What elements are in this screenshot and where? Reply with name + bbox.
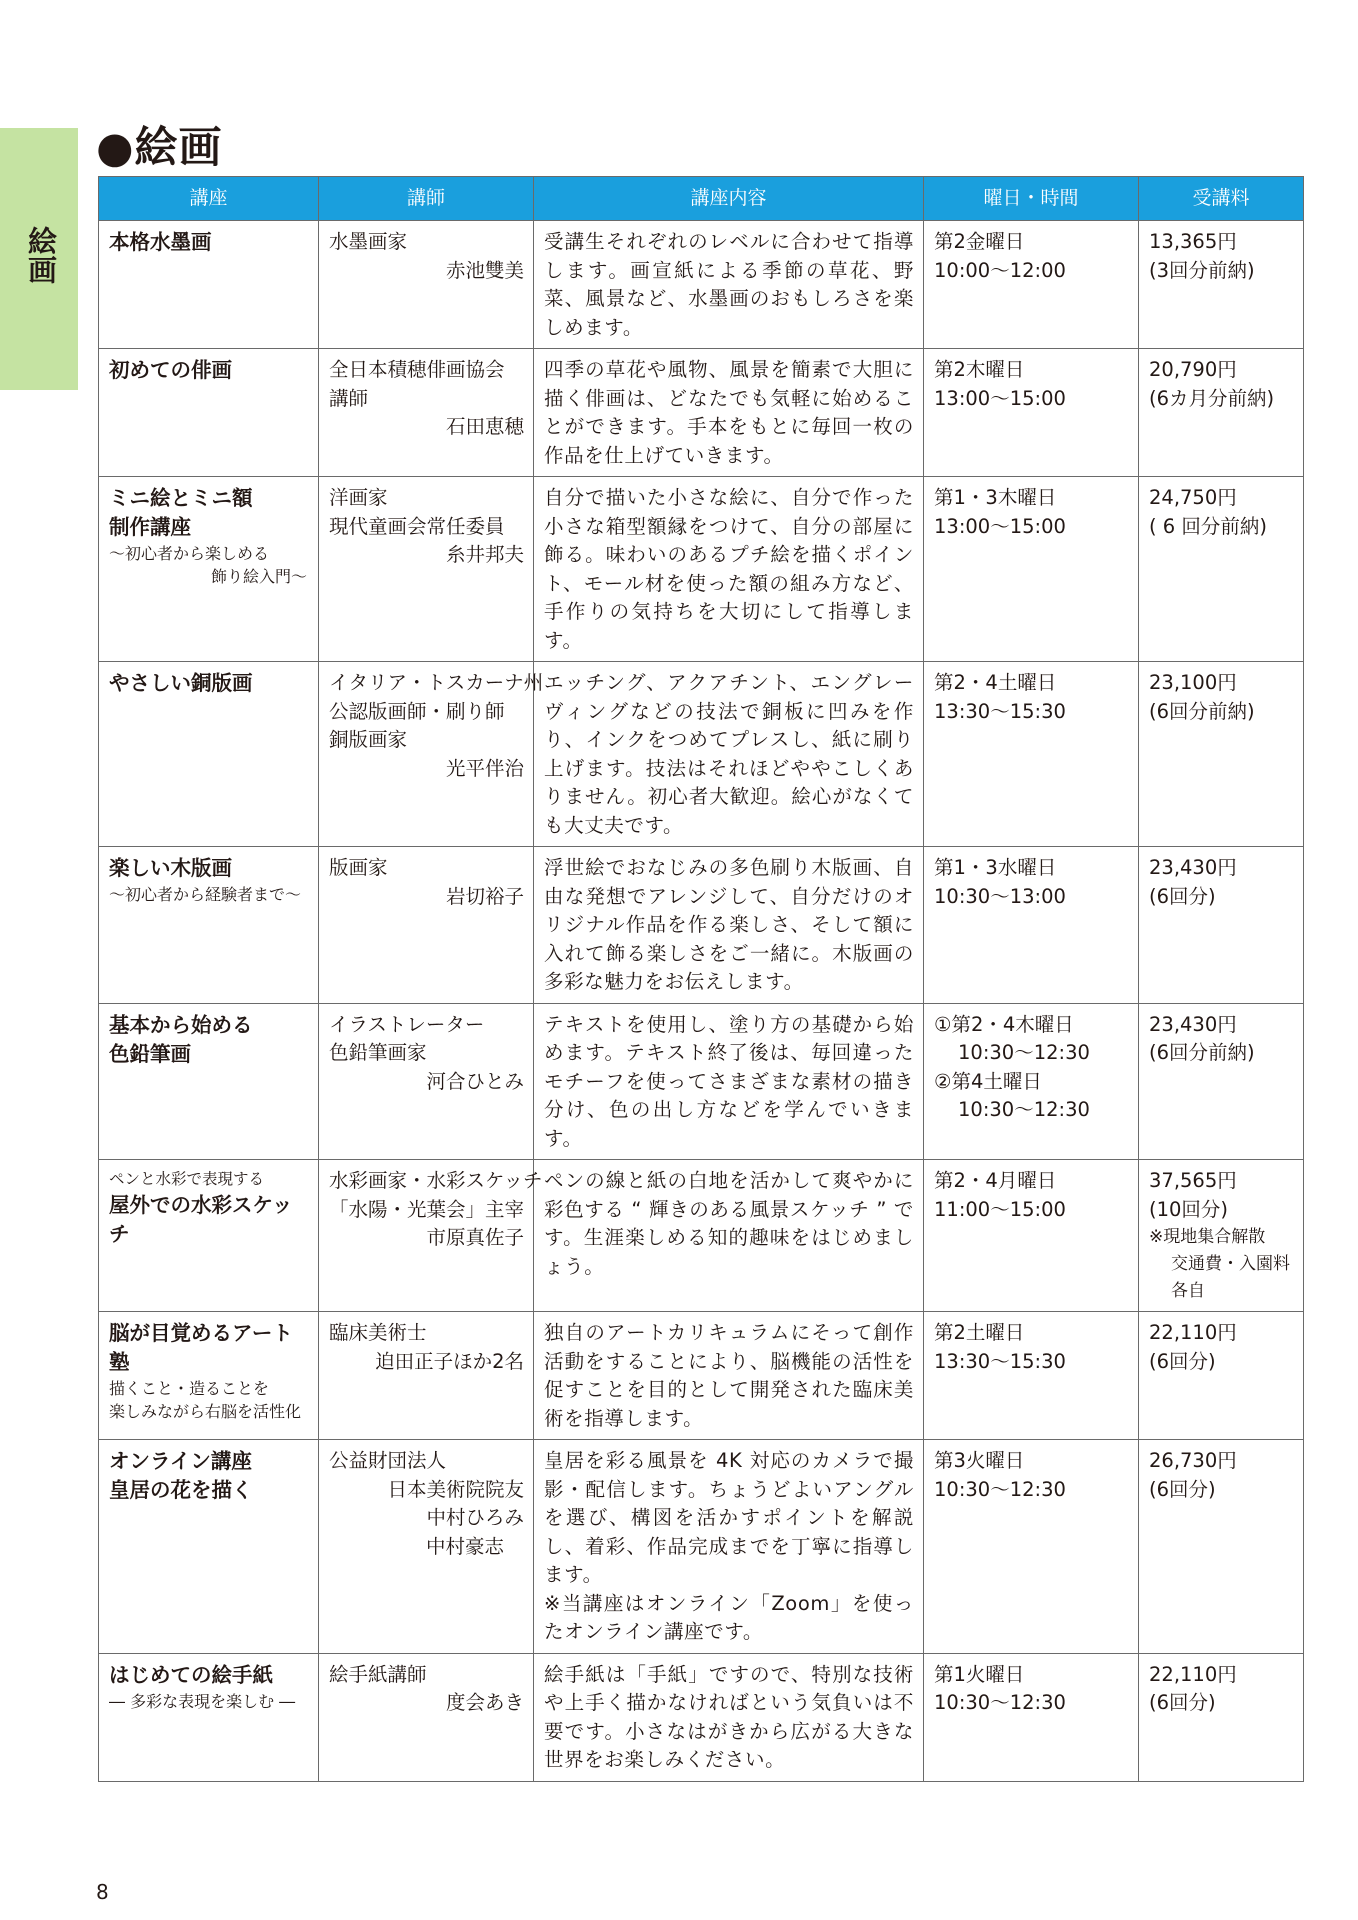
- schedule-line: 第1火曜日: [934, 1662, 1025, 1686]
- fee-cell: [1139, 477, 1304, 662]
- fee-note: (6カ月分前納): [1149, 386, 1275, 410]
- instructor-role: 公益財団法人: [329, 1449, 447, 1472]
- instructor-cell: [319, 1440, 534, 1654]
- course-description-cell: [534, 221, 924, 349]
- side-tab-label: 絵画: [24, 226, 58, 284]
- instructor-name: 度会あき: [445, 1691, 524, 1714]
- instructor-role: 講師: [329, 386, 369, 410]
- course-description-cell: [534, 1653, 924, 1781]
- course-name-cell: [99, 1312, 319, 1440]
- instructor-role: 公認版画師・刷り師: [329, 699, 505, 723]
- course-title: 本格水墨画: [109, 230, 212, 254]
- course-name-cell: [99, 662, 319, 847]
- course-table-body: [99, 221, 1304, 1782]
- instructor-name: 日本美術院院友: [387, 1477, 524, 1501]
- instructor-name: 河合ひとみ: [426, 1069, 524, 1093]
- header-course: 講座: [99, 177, 319, 221]
- course-description: 自分で描いた小さな絵に、自分で作った小さな箱型額縁をつけて、自分の部屋に飾る。味わいのあるプチ絵を描くポイント、モール材を使った額の組み方など、手作りの気持ちを大切にして指導します。: [544, 486, 914, 652]
- instructor-name: 迫田正子ほか2名: [375, 1349, 524, 1373]
- table-row: [99, 1003, 1304, 1160]
- fee-amount: 24,750円: [1149, 486, 1237, 509]
- fee-note: (6回分): [1149, 1691, 1216, 1714]
- instructor-role: 色鉛筆画家: [329, 1041, 427, 1064]
- instructor-cell: [319, 1312, 534, 1440]
- course-title: 脳が目覚めるアート塾: [109, 1321, 293, 1374]
- course-subtitle: 〜初心者から経験者まで〜: [109, 885, 302, 904]
- instructor-name: 市原真佐子: [426, 1226, 524, 1249]
- table-row: [99, 1312, 1304, 1440]
- instructor-role: 版画家: [329, 856, 388, 879]
- schedule-line: 第1・3木曜日: [934, 486, 1057, 509]
- course-subtitle: 描くこと・造ることを: [109, 1379, 270, 1398]
- course-description: 浮世絵でおなじみの多色刷り木版画、自由な発想でアレンジして、自分だけのオリジナル作品を作る楽しさ、そして額に入れて飾る楽しさをご一緒に。木版画の多彩な魅力をお伝えします。: [544, 856, 914, 993]
- course-title-prefix: ペンと水彩で表現する: [109, 1170, 265, 1188]
- course-title: 基本から始める: [109, 1012, 253, 1037]
- schedule-cell: [924, 847, 1139, 1004]
- course-title: 皇居の花を描く: [109, 1478, 253, 1502]
- course-name-cell: [99, 1003, 319, 1160]
- fee-note: (3回分前納): [1149, 258, 1255, 282]
- fee-amount: 22,110円: [1149, 1662, 1237, 1686]
- schedule-line: 第2・4土曜日: [934, 671, 1057, 694]
- fee-amount: 23,430円: [1149, 1012, 1237, 1036]
- schedule-line: 13:30〜15:30: [934, 699, 1066, 723]
- schedule-cell: [924, 221, 1139, 349]
- fee-note: (6回分): [1149, 884, 1216, 908]
- fee-note: ( 6 回分前納): [1149, 514, 1268, 538]
- section-side-tab: [0, 128, 78, 390]
- instructor-cell: [319, 1003, 534, 1160]
- instructor-cell: [319, 221, 534, 349]
- schedule-line: 第2土曜日: [934, 1321, 1025, 1344]
- course-title: オンライン講座: [109, 1449, 252, 1473]
- instructor-cell: [319, 349, 534, 477]
- course-description: 絵手紙は「手紙」ですので、特別な技術や上手く描かなければという気負いは不要です。小さなはがきから広がる大きな世界をお楽しみください。: [544, 1662, 914, 1771]
- course-name-cell: [99, 1160, 319, 1312]
- instructor-role: 水彩画家・水彩スケッチ: [329, 1169, 543, 1192]
- schedule-line: 10:30〜12:30: [934, 1477, 1066, 1501]
- instructor-name: 石田恵穂: [445, 415, 524, 438]
- course-subtitle: 飾り絵入門〜: [210, 567, 307, 586]
- instructor-role: 現代童画会常任委員: [329, 514, 505, 538]
- fee-cell: [1139, 1160, 1304, 1312]
- fee-cell: [1139, 1312, 1304, 1440]
- fee-cell: [1139, 1653, 1304, 1781]
- fee-extra-note: 交通費・入園料: [1171, 1254, 1290, 1274]
- course-description: エッチング、アクアチント、エングレーヴィングなどの技法で銅板に凹みを作り、インクをつめてプレスし、紙に刷り上げます。技法はそれほどややこしくありません。初心者大歓迎。絵心がなくても大丈夫です。: [544, 671, 914, 837]
- instructor-cell: [319, 477, 534, 662]
- schedule-line: 13:00〜15:00: [934, 386, 1066, 410]
- instructor-name: 中村ひろみ: [426, 1506, 524, 1529]
- course-description: ペンの線と紙の白地を活かして爽やかに彩色する “ 輝きのある風景スケッチ ” です。生涯楽しめる知的趣味をはじめましょう。: [544, 1169, 914, 1278]
- table-row: [99, 1440, 1304, 1654]
- schedule-line: 13:30〜15:30: [934, 1349, 1066, 1373]
- course-title: 楽しい木版画: [109, 856, 232, 880]
- course-description-cell: [534, 662, 924, 847]
- fee-note: (6回分): [1149, 1349, 1216, 1373]
- header-content: 講座内容: [534, 177, 924, 221]
- schedule-cell: [924, 349, 1139, 477]
- fee-cell: [1139, 847, 1304, 1004]
- fee-cell: [1139, 221, 1304, 349]
- schedule-cell: [924, 662, 1139, 847]
- schedule-line: 10:30〜12:30: [958, 1098, 1090, 1121]
- table-row: [99, 1160, 1304, 1312]
- course-subtitle: ― 多彩な表現を楽しむ ―: [109, 1691, 296, 1711]
- course-table: [98, 176, 1304, 1782]
- course-description: 独自のアートカリキュラムにそって創作活動をすることにより、脳機能の活性を促すことを目的として開発された臨床美術を指導します。: [544, 1321, 914, 1430]
- course-description-cell: [534, 349, 924, 477]
- instructor-cell: [319, 1653, 534, 1781]
- instructor-role: イラストレーター: [329, 1012, 485, 1036]
- fee-note: (6回分): [1149, 1477, 1216, 1501]
- fee-extra-note: ※現地集合解散: [1149, 1227, 1266, 1247]
- schedule-line: 第3火曜日: [934, 1449, 1025, 1472]
- instructor-name: 糸井邦夫: [445, 543, 524, 566]
- table-row: [99, 349, 1304, 477]
- fee-extra-note: 各自: [1171, 1281, 1205, 1301]
- instructor-role: 洋画家: [329, 486, 388, 509]
- fee-amount: 13,365円: [1149, 230, 1237, 253]
- fee-amount: 22,110円: [1149, 1321, 1237, 1344]
- course-description-note: ※当講座はオンライン「Zoom」を使ったオンライン講座です。: [544, 1591, 914, 1643]
- schedule-cell: [924, 1160, 1139, 1312]
- course-name-cell: [99, 221, 319, 349]
- course-title: 制作講座: [109, 515, 191, 539]
- course-description-cell: [534, 477, 924, 662]
- schedule-line: 10:30〜12:30: [934, 1691, 1066, 1714]
- course-title: ミニ絵とミニ額: [109, 486, 253, 510]
- table-row: [99, 477, 1304, 662]
- instructor-role: 臨床美術士: [329, 1321, 427, 1344]
- fee-note: (6回分前納): [1149, 1041, 1255, 1064]
- schedule-line: 13:00〜15:00: [934, 514, 1066, 538]
- schedule-line: 10:30〜12:30: [958, 1041, 1090, 1064]
- schedule-line: 第2金曜日: [934, 230, 1025, 253]
- instructor-role: 水墨画家: [329, 230, 408, 253]
- fee-cell: [1139, 1003, 1304, 1160]
- course-description: テキストを使用し、塗り方の基礎から始めます。テキスト終了後は、毎回違ったモチーフを使ってさまざまな素材の描き分け、色の出し方などを学んでいきます。: [544, 1012, 914, 1150]
- schedule-line: 第2木曜日: [934, 358, 1025, 381]
- fee-cell: [1139, 662, 1304, 847]
- instructor-cell: [319, 662, 544, 847]
- schedule-line: 10:30〜13:00: [934, 884, 1066, 908]
- course-title: はじめての絵手紙: [109, 1662, 273, 1687]
- table-row: [99, 662, 1304, 847]
- schedule-line: 11:00〜15:00: [934, 1197, 1066, 1221]
- schedule-line: ②第4土曜日: [934, 1069, 1042, 1093]
- schedule-line: ①第2・4木曜日: [934, 1012, 1074, 1036]
- course-description: 受講生それぞれのレベルに合わせて指導します。画宣紙による季節の草花、野菜、風景など、水墨画のおもしろさを楽しめます。: [544, 230, 914, 339]
- instructor-name: 岩切裕子: [445, 884, 524, 908]
- fee-note: (10回分): [1149, 1197, 1229, 1221]
- course-title: やさしい銅版画: [109, 671, 253, 695]
- course-title: 色鉛筆画: [109, 1041, 191, 1066]
- header-fee: 受講料: [1139, 177, 1304, 221]
- table-row: [99, 1653, 1304, 1781]
- course-name-cell: [99, 1440, 319, 1654]
- fee-amount: 23,430円: [1149, 856, 1237, 879]
- schedule-cell: [924, 1312, 1139, 1440]
- header-instructor: 講師: [319, 177, 534, 221]
- course-description-cell: [534, 847, 924, 1004]
- schedule-cell: [924, 1653, 1139, 1781]
- course-description-cell: [534, 1003, 924, 1160]
- course-description: 四季の草花や風物、風景を簡素で大胆に描く俳画は、どなたでも気軽に始めることができます。手本をもとに毎回一枚の作品を仕上げていきます。: [544, 358, 914, 467]
- table-row: [99, 847, 1304, 1004]
- course-subtitle: 〜初心者から楽しめる: [109, 544, 270, 563]
- instructor-role: 「水陽・光葉会」主宰: [329, 1197, 525, 1221]
- schedule-cell: [924, 1003, 1139, 1160]
- schedule-cell: [924, 1440, 1139, 1654]
- course-name-cell: [99, 477, 319, 662]
- schedule-line: 第1・3水曜日: [934, 856, 1057, 879]
- course-name-cell: [99, 1653, 319, 1781]
- fee-note: (6回分前納): [1149, 699, 1255, 723]
- page-number: 8: [96, 1880, 109, 1904]
- course-title: 屋外での水彩スケッチ: [109, 1193, 293, 1246]
- course-title: 初めての俳画: [109, 358, 232, 382]
- schedule-cell: [924, 477, 1139, 662]
- instructor-role: 銅版画家: [329, 728, 408, 751]
- course-description-cell: [534, 1312, 924, 1440]
- instructor-name: 光平伴治: [445, 756, 524, 780]
- course-name-cell: [99, 349, 319, 477]
- course-subtitle: 楽しみながら右脳を活性化: [109, 1402, 302, 1421]
- table-row: [99, 221, 1304, 349]
- course-name-cell: [99, 847, 319, 1004]
- fee-amount: 37,565円: [1149, 1169, 1237, 1192]
- fee-cell: [1139, 349, 1304, 477]
- instructor-name: 赤池雙美: [445, 258, 524, 282]
- fee-amount: 23,100円: [1149, 671, 1237, 694]
- schedule-line: 第2・4月曜日: [934, 1169, 1057, 1192]
- fee-cell: [1139, 1440, 1304, 1654]
- course-description-cell: [534, 1160, 924, 1312]
- instructor-role: 全日本積穂俳画協会: [329, 358, 505, 381]
- instructor-role: イタリア・トスカーナ州: [329, 671, 544, 694]
- header-schedule: 曜日・時間: [924, 177, 1139, 221]
- instructor-cell: [319, 1160, 543, 1312]
- instructor-cell: [319, 847, 534, 1004]
- fee-amount: 20,790円: [1149, 358, 1237, 381]
- schedule-line: 10:00〜12:00: [934, 258, 1066, 282]
- section-title: ●絵画: [96, 123, 223, 173]
- course-description: 皇居を彩る風景を 4K 対応のカメラで撮影・配信します。ちょうどよいアングルを選び、構図を活かすポイントを解説し、着彩、作品完成までを丁寧に指導します。: [544, 1449, 914, 1586]
- instructor-name: 中村豪志: [425, 1534, 504, 1558]
- course-description-cell: [534, 1440, 924, 1654]
- instructor-role: 絵手紙講師: [329, 1662, 427, 1686]
- fee-amount: 26,730円: [1149, 1449, 1237, 1472]
- table-header-row: [99, 177, 1304, 221]
